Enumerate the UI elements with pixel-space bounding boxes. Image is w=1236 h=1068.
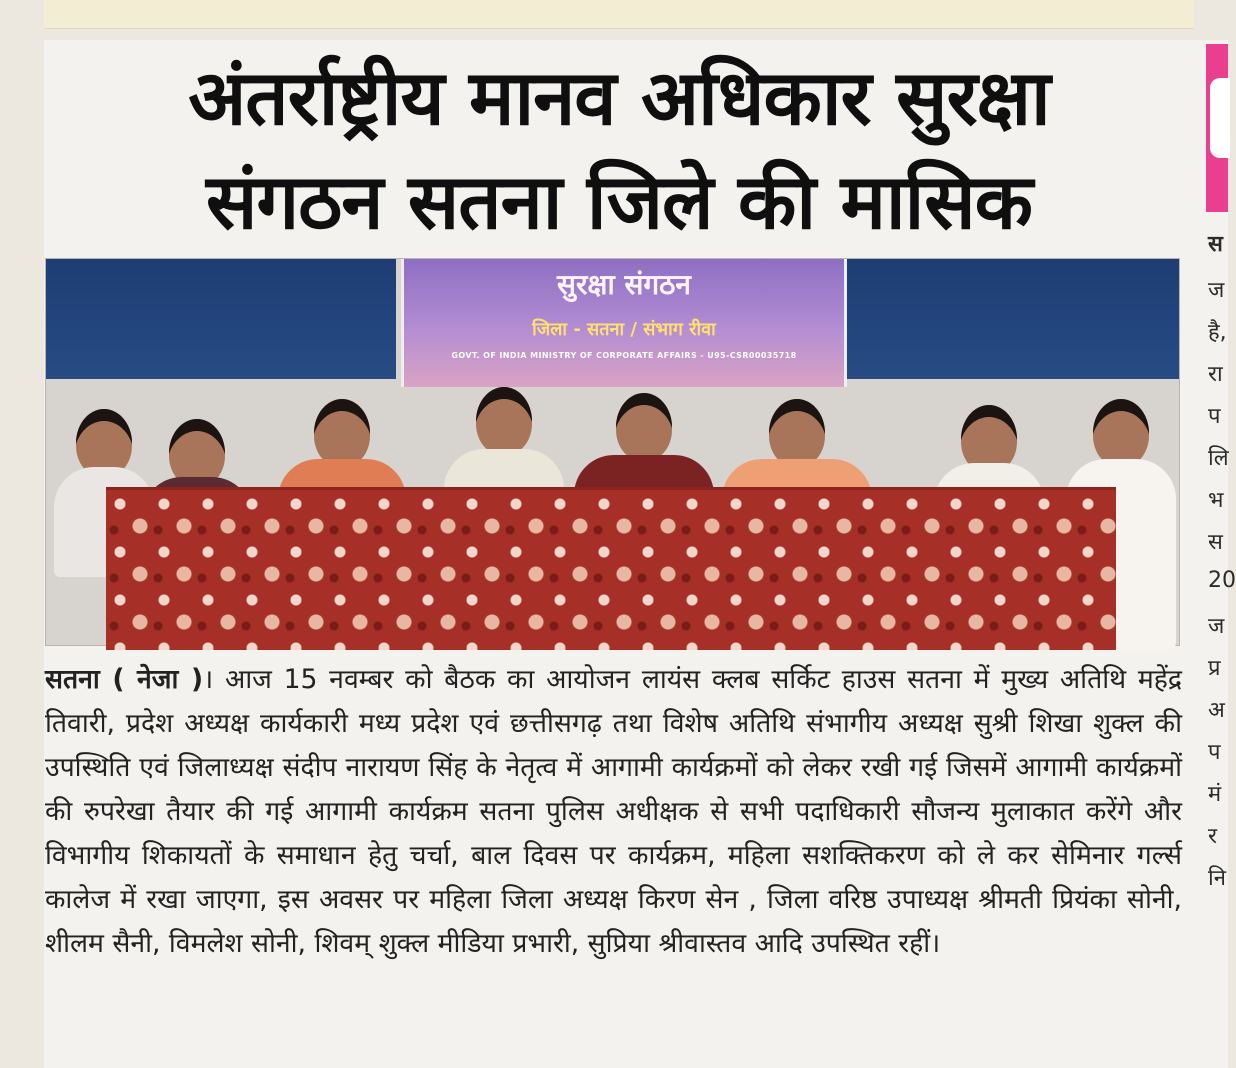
banner-title: सुरक्षा संगठन [557,268,691,301]
patterned-tablecloth [106,487,1116,650]
column-fragment: अ [1208,698,1225,723]
person-head [616,393,672,461]
column-fragment: प [1208,740,1221,765]
adjacent-column-edge [1194,40,1236,1068]
person-head [769,399,825,467]
headline-line-1: अंतर्राष्ट्रीय मानव अधिकार सुरक्षा [188,53,1050,142]
headline-line-2: संगठन सतना जिले की मासिक [205,157,1033,246]
meeting-photo [45,258,1180,646]
previous-article-strip [44,0,1194,29]
person-head [476,387,532,455]
pink-block-glyph [1210,78,1230,158]
column-fragment: 20 [1208,568,1236,593]
column-fragment: प [1208,404,1221,429]
banner-subtitle: जिला - सतना / संभाग रीवा [532,319,716,340]
column-fragment: लि [1208,446,1229,471]
person-head [1093,399,1149,467]
column-fragment: स [1208,530,1223,555]
column-fragment: ज [1208,614,1225,639]
column-fragment: रा [1208,362,1223,387]
person-head [314,399,370,467]
banner-registration-text: GOVT. OF INDIA MINISTRY OF CORPORATE AFFAIRS - U95-CSR00035718 [451,351,797,360]
column-fragment: नि [1208,866,1226,891]
column-fragment: र [1208,824,1217,849]
column-fragment: है, [1208,320,1227,345]
column-fragment: स [1208,232,1223,257]
wall-panel-left [46,259,396,379]
dateline: सतना ( नेजा ) [45,664,204,695]
organisation-banner [401,259,847,387]
wall-panel-right [846,259,1179,379]
article-text: । आज 15 नवम्बर को बैठक का आयोजन लायंस क्लब सर्किट हाउस सतना में मुख्य अतिथि महेंद्र तिवारी, प्रदेश अध्यक्ष कार्यकारी मध्य प्रदेश एवं छत्तीसगढ़ तथा विशेष अतिथि संभागीय अध्यक्ष सुश्री शिखा शुक्ल की उपस्थिति एवं जिलाध्यक्ष संदीप नारायण सिंह के नेतृत्व में आगामी कार्यक्रमों को लेकर रखी गई जिसमें आगामी कार्यक्रमों की रुपरेखा तैयार की गई आगामी कार्यक्रम सतना पुलिस अधीक्षक से सभी पदाधिकारी सौजन्य मुलाकात करेंगे और विभागीय शिकायतों के समाधान हेतु चर्चा, बाल दिवस पर कार्यक्रम, महिला सशक्तिकरण को ले कर सेमिनार गर्ल्स कालेज में रखा जाएगा, इस अवसर पर महिला जिला अध्यक्ष किरण सेन , जिला वरिष्ठ उपाध्यक्ष श्रीमती प्रियंका सोनी, शीलम सैनी, विमलेश सोनी, शिवम् शुक्ल मीडिया प्रभारी, सुप्रिया श्रीवास्तव आदि उपस्थित रहीं। [45,664,1182,959]
headline [44,46,1194,254]
column-fragment: ज [1208,278,1225,303]
column-fragment: मं [1208,782,1222,807]
column-fragment: भ [1208,488,1224,513]
news-article [44,40,1194,1068]
article-body [45,658,1182,966]
column-fragment: प्र [1208,656,1221,681]
